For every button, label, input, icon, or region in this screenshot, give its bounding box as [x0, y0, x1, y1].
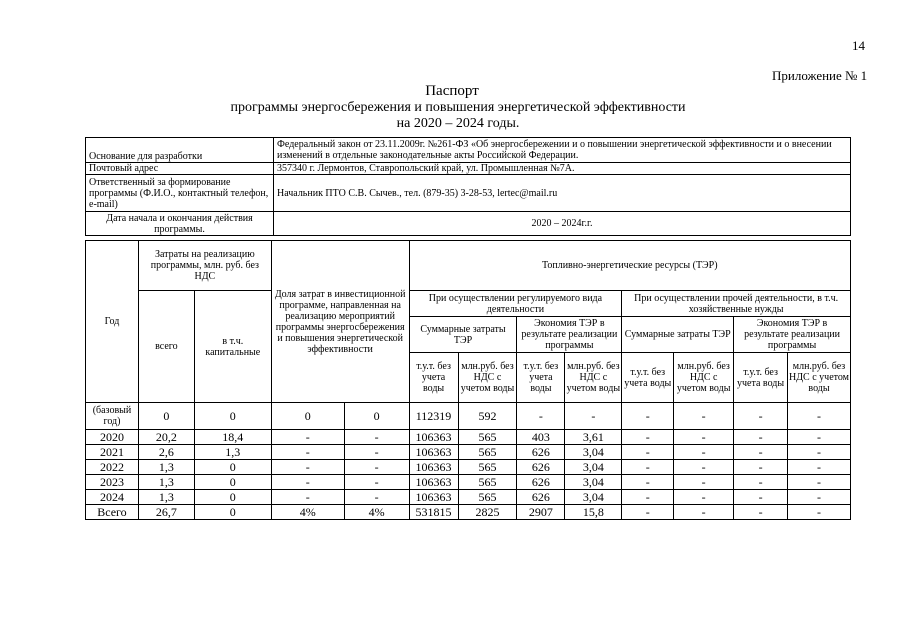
table-body — [86, 403, 851, 520]
share-header: Доля затрат в инвестиционной программе, направленная на реализацию мероприятий программы энергосбережения и повышения энергетической эффективности — [271, 241, 409, 403]
unit-header: т.у.т. без учета воды — [734, 353, 788, 403]
document-period: на 2020 – 2024 годы. — [396, 116, 520, 131]
table-cell: - — [622, 505, 674, 520]
table-cell: 0 — [344, 403, 409, 430]
year-header: Год — [86, 241, 139, 403]
total-header: всего — [138, 291, 194, 403]
table-cell: 1,3 — [138, 460, 194, 475]
table-cell: 106363 — [409, 475, 458, 490]
table-cell: - — [788, 460, 851, 475]
year-cell: (базовый год) — [86, 403, 139, 430]
table-cell: - — [734, 445, 788, 460]
table-cell: 626 — [517, 445, 565, 460]
table-cell: - — [271, 460, 344, 475]
document-subtitle: программы энергосбережения и повышения энергетической эффективности — [230, 100, 686, 115]
table-cell: 2,6 — [138, 445, 194, 460]
table-cell: - — [788, 505, 851, 520]
table-cell: - — [271, 445, 344, 460]
table-row — [86, 475, 851, 490]
economy-header: Экономия ТЭР в результате реализации программы — [734, 317, 851, 353]
sum-costs-header: Суммарные затраты ТЭР — [409, 317, 517, 353]
table-cell: 106363 — [409, 430, 458, 445]
table-cell: 106363 — [409, 460, 458, 475]
table-cell: 531815 — [409, 505, 458, 520]
unit-header: млн.руб. без НДС с учетом воды — [674, 353, 734, 403]
table-row — [86, 460, 851, 475]
table-cell: - — [565, 403, 622, 430]
table-cell: 3,04 — [565, 460, 622, 475]
table-cell: 565 — [458, 460, 517, 475]
table-cell: 0 — [194, 490, 271, 505]
ter-header: Топливно-энергетические ресурсы (ТЭР) — [409, 241, 850, 291]
table-row — [86, 445, 851, 460]
table-cell: - — [788, 430, 851, 445]
table-cell: - — [271, 475, 344, 490]
table-cell: 626 — [517, 490, 565, 505]
regulated-header: При осуществлении регулируемого вида деятельности — [409, 291, 622, 317]
table-cell: 3,04 — [565, 445, 622, 460]
table-cell: - — [517, 403, 565, 430]
table-cell: 403 — [517, 430, 565, 445]
table-cell: - — [674, 505, 734, 520]
info-row — [86, 175, 851, 212]
table-cell: 106363 — [409, 445, 458, 460]
page-number: 14 — [852, 38, 865, 53]
table-cell: 626 — [517, 460, 565, 475]
table-cell: 0 — [194, 403, 271, 430]
info-row — [86, 138, 851, 163]
table-cell: 0 — [138, 403, 194, 430]
table-cell: - — [788, 403, 851, 430]
unit-header: млн.руб. без НДС с учетом воды — [565, 353, 622, 403]
table-cell: 3,04 — [565, 490, 622, 505]
table-row — [86, 505, 851, 520]
table-cell: - — [622, 460, 674, 475]
year-cell: 2020 — [86, 430, 139, 445]
table-cell: 3,61 — [565, 430, 622, 445]
table-cell: 0 — [194, 475, 271, 490]
table-cell: - — [674, 430, 734, 445]
table-cell: - — [344, 475, 409, 490]
table-cell: 1,3 — [138, 490, 194, 505]
table-cell: - — [344, 460, 409, 475]
table-cell: - — [271, 430, 344, 445]
info-label: Основание для разработки — [86, 138, 274, 163]
table-row — [86, 490, 851, 505]
year-cell: 2024 — [86, 490, 139, 505]
table-cell: - — [734, 430, 788, 445]
info-label: Почтовый адрес — [86, 163, 274, 175]
info-row — [86, 212, 851, 236]
table-cell: 0 — [194, 505, 271, 520]
table-cell: - — [674, 475, 734, 490]
table-cell: - — [271, 490, 344, 505]
table-cell: 4% — [344, 505, 409, 520]
table-cell: 1,3 — [138, 475, 194, 490]
year-cell: 2023 — [86, 475, 139, 490]
table-cell: 1,3 — [194, 445, 271, 460]
unit-header: т.у.т. без учета воды — [409, 353, 458, 403]
info-value: 2020 – 2024г.г. — [274, 212, 851, 236]
table-cell: 592 — [458, 403, 517, 430]
info-value: Федеральный закон от 23.11.2009г. №261-ФЗ «Об энергосбережении и о повышении энергетической эффективности и о внесении изменений в отдельные законодательные акты Российской Федерации. — [274, 138, 851, 163]
unit-header: млн.руб. без НДС с учетом воды — [458, 353, 517, 403]
unit-header: млн.руб. без НДС с учетом воды — [788, 353, 851, 403]
table-cell: 2825 — [458, 505, 517, 520]
table-cell: - — [622, 403, 674, 430]
table-cell: 626 — [517, 475, 565, 490]
other-header: При осуществлении прочей деятельности, в т.ч. хозяйственные нужды — [622, 291, 851, 317]
header-row — [86, 291, 851, 317]
program-info-table — [85, 137, 851, 236]
table-cell: 565 — [458, 430, 517, 445]
info-label: Ответственный за формирование программы (Ф.И.О., контактный телефон, e-mail) — [86, 175, 274, 212]
document-title: Паспорт — [425, 83, 479, 99]
unit-header: т.у.т. без учета воды — [622, 353, 674, 403]
table-cell: 565 — [458, 475, 517, 490]
table-cell: - — [734, 403, 788, 430]
table-cell: 20,2 — [138, 430, 194, 445]
economy-header: Экономия ТЭР в результате реализации программы — [517, 317, 622, 353]
table-cell: - — [344, 490, 409, 505]
table-cell: - — [344, 445, 409, 460]
table-row — [86, 403, 851, 430]
table-cell: 565 — [458, 490, 517, 505]
sum-costs-header: Суммарные затраты ТЭР — [622, 317, 734, 353]
info-row — [86, 163, 851, 175]
info-value: 357340 г. Лермонтов, Ставропольский край, ул. Промышленная №7А. — [274, 163, 851, 175]
table-cell: - — [788, 445, 851, 460]
energy-resources-table — [85, 240, 851, 520]
table-cell: 4% — [271, 505, 344, 520]
table-cell: 112319 — [409, 403, 458, 430]
costs-header: Затраты на реализацию программы, млн. руб. без НДС — [138, 241, 271, 291]
unit-header: т.у.т. без учета воды — [517, 353, 565, 403]
table-row — [86, 430, 851, 445]
table-cell: - — [344, 430, 409, 445]
table-cell: 106363 — [409, 490, 458, 505]
year-cell: 2022 — [86, 460, 139, 475]
header-row — [86, 241, 851, 291]
table-cell: 18,4 — [194, 430, 271, 445]
appendix-label: Приложение № 1 — [772, 68, 868, 83]
info-value: Начальник ПТО С.В. Сычев., тел. (879-35) 3-28-53, lertec@mail.ru — [274, 175, 851, 212]
year-cell: Всего — [86, 505, 139, 520]
year-cell: 2021 — [86, 445, 139, 460]
table-cell: - — [622, 445, 674, 460]
table-cell: - — [788, 475, 851, 490]
table-cell: - — [674, 445, 734, 460]
table-cell: 0 — [271, 403, 344, 430]
table-cell: 565 — [458, 445, 517, 460]
table-cell: 26,7 — [138, 505, 194, 520]
table-cell: 2907 — [517, 505, 565, 520]
table-cell: 0 — [194, 460, 271, 475]
table-cell: - — [734, 505, 788, 520]
table-cell: - — [734, 460, 788, 475]
info-label: Дата начала и окончания действия программы. — [86, 212, 274, 236]
table-cell: - — [622, 475, 674, 490]
table-cell: - — [788, 490, 851, 505]
table-cell: - — [674, 460, 734, 475]
table-cell: - — [622, 430, 674, 445]
table-cell: - — [674, 490, 734, 505]
capital-header: в т.ч. капитальные — [194, 291, 271, 403]
table-cell: - — [674, 403, 734, 430]
table-cell: - — [622, 490, 674, 505]
table-cell: 15,8 — [565, 505, 622, 520]
table-cell: - — [734, 475, 788, 490]
table-cell: - — [734, 490, 788, 505]
table-cell: 3,04 — [565, 475, 622, 490]
